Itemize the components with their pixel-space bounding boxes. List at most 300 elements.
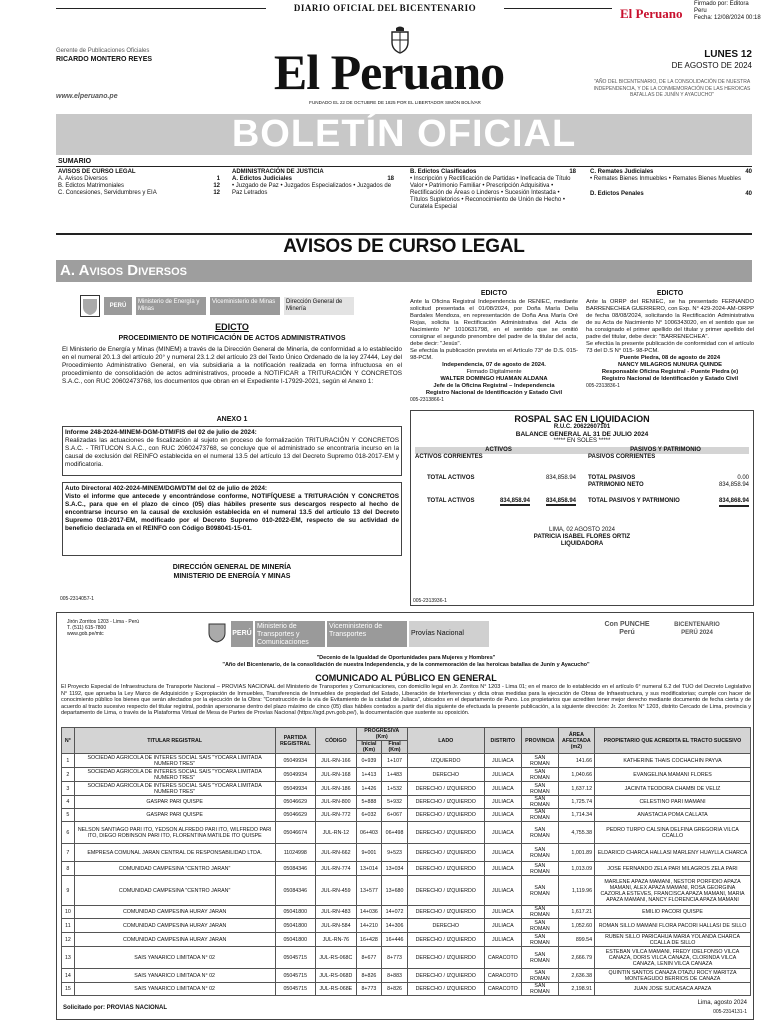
table-row — [62, 947, 751, 969]
balance-assets — [415, 454, 582, 507]
balance-value: 834,858.94 — [499, 498, 530, 504]
comunicado-body: El Proyecto Especial de Infraestructura de Transporte Nacional – PROVIAS NACIONAL del Ministerio de Transportes y Comunicaciones, con domicilio legal en Jr. Zorritos N° 1203 - Lima 01; en el marco de lo establecido en el artículo 6° numeral 6.2 del TUO del Decreto Legislativo N° 1192, que aprueba la Ley Marco de Adquisición y Expropiación de Inmuebles, Transferencia de Inmuebles de propiedad del Estado, Liberación de Interferencias y dicta otras medidas para la ejecución de Obras de Infraestructura, y sus modificatorias; cumple con hacer de conocimiento público los bienes que serán afectados por la ejecución de la Obra: "Construcción de la vía de Evitamiento de la ciudad de Juliaca", ubicados en el departamento de Puno. Los propietarios que acrediten tener mejor derecho mediante documento de fecha cierta y de acuerdo al tracto sucesivo respecto del titular registral, podrán apersonarse dentro del plazo máximo de cinco (05) días hábiles contados a partir del día siguiente de efectuada la presente publicación, a la siguiente dirección: Jr. Zorritos N° 1203, distrito Cercado de Lima, provincia y departamento de Lima, o través de la Plataforma Virtual de Mesa de Partes de Provías Nacional (https://sgd.pvn.gob.pe/), la documentación que sustente su oposición. — [61, 684, 751, 717]
signature-line: Fecha: 12/08/2024 00:18 — [694, 15, 761, 21]
footer-date: Lima, agosto 2024 — [697, 1000, 747, 1006]
sumario-item[interactable] — [232, 176, 394, 183]
solicitado-por: Solicitado por: PROVIAS NACIONAL — [63, 1005, 168, 1011]
table-cell: SOCIEDAD AGRICOLA DE INTERES SOCIAL SAIS "YOCARA LIMITADA NUMERO TRES" — [74, 754, 275, 768]
sign-line: MINISTERIO DE ENERGÍA Y MINAS — [173, 573, 291, 580]
table-cell: 1,001.89 — [558, 844, 594, 862]
table-cell: EVANGELINA MAMANI FLORES — [595, 768, 751, 782]
table-cell: DERECHO / IZQUIERDO — [407, 983, 484, 996]
balance-line: ACTIVOS CORRIENTES — [415, 454, 483, 460]
table-cell: 8+826 — [382, 983, 408, 996]
edicto-signed: Firmado Digitalmente — [466, 368, 522, 375]
table-cell: DERECHO / IZQUIERDO — [407, 933, 484, 947]
sumario-item[interactable] — [58, 183, 220, 190]
table-cell: 05041800 — [275, 933, 316, 947]
edicto-body: El Ministerio de Energía y Minas (MINEM) a través de la Dirección General de Minería, de conformidad a lo establecido en el numeral 20.1.3 del artículo 20° y numeral 23.1.2 del artículo 23 del Texto Único Ordenado de la ley 27444, Ley del Procedimiento Administrativo General, en vía subsidiaria a la notificación realizada en forma infructuosa en el procedimiento de consolidación de actos administrativos, procede a NOTIFICAR a TRITURACIÓN Y CONCRETOS S.A.C., con RUC 20602473768, los documentos que obran en el Expediente I-17929-2021, según el Anexo 1: — [62, 346, 402, 385]
table-cell: 13 — [62, 947, 75, 969]
table-cell: 13+577 — [356, 876, 382, 906]
table-cell: 6+067 — [382, 809, 408, 822]
col-header: LADO — [407, 728, 484, 754]
table-cell: JUL-RN-772 — [316, 809, 357, 822]
balance-value: 834,868.94 — [719, 498, 749, 507]
table-cell: 15 — [62, 983, 75, 996]
sumario-item-label: B. Edictos Matrimoniales — [58, 183, 125, 189]
table-cell: JULIACA — [484, 933, 521, 947]
table-cell: SAN ROMAN — [521, 809, 558, 822]
table-cell: GASPAR PARI QUISPE — [74, 796, 275, 809]
founded-line: FUNDADO EL 22 DE OCTUBRE DE 1825 POR EL LIBERTADOR SIMÓN BOLÍVAR — [309, 100, 481, 105]
edicto-subheading: PROCEDIMIENTO DE NOTIFICACIÓN DE ACTOS ADMINISTRATIVOS — [118, 335, 346, 342]
table-row — [62, 919, 751, 933]
table-cell: 8+773 — [356, 983, 382, 996]
table-cell: 1+483 — [382, 768, 408, 782]
table-cell: 05041800 — [275, 906, 316, 919]
sumario-item-page: 18 — [387, 176, 394, 182]
table-cell: 10 — [62, 906, 75, 919]
table-cell: JUL-RN-76 — [316, 933, 357, 947]
balance-label: TOTAL PASIVOS — [588, 475, 636, 481]
sumario-heading: ADMINISTRACIÓN DE JUSTICIA — [232, 169, 324, 175]
peru-label: PERÚ — [104, 297, 132, 315]
table-cell: 8 — [62, 862, 75, 876]
sumario-title: SUMARIO — [58, 158, 92, 165]
sumario-item-label: A. Edictos Judiciales — [232, 176, 293, 182]
edicto-reniec-puente-piedra — [586, 290, 754, 408]
edicto-place: Puente Piedra, 08 de agosto de 2024 — [619, 354, 721, 361]
table-cell: 16+446 — [382, 933, 408, 947]
comunicado-title: COMUNICADO AL PÚBLICO EN GENERAL — [315, 673, 497, 683]
table-cell: DERECHO / IZQUIERDO — [407, 809, 484, 822]
col-header: TITULAR REGISTRAL — [74, 728, 275, 754]
table-cell: 13+680 — [382, 876, 408, 906]
table-cell: SAN ROMAN — [521, 983, 558, 996]
table-cell: 5+888 — [356, 796, 382, 809]
balance-signer: PATRICIA ISABEL FLORES ORTIZ — [533, 534, 631, 540]
col-header: DISTRITO — [484, 728, 521, 754]
table-row — [62, 822, 751, 844]
table-cell: 13+034 — [382, 862, 408, 876]
table-row — [62, 809, 751, 822]
sumario-col-avisos — [58, 169, 220, 197]
sumario-col-justicia — [232, 169, 394, 197]
vice-label: Viceministerio de Minas — [210, 297, 280, 315]
table-cell: 8+677 — [356, 947, 382, 969]
table-row — [62, 796, 751, 809]
table-cell: 1+107 — [382, 754, 408, 768]
address-line: T. (511) 615-7800 — [67, 625, 107, 631]
sumario-item[interactable] — [58, 176, 220, 183]
table-cell: 9+523 — [382, 844, 408, 862]
informe-body: Realizadas las actuaciones de fiscalización al sujeto en proceso de formalización TRITURACIÓN Y CONCRETOS S.A.C. - TRITUCON S.A.C., con RUC 20602473768, se concluye que el administrado se encontraría incurso en la causal de exclusión del REINFO establecida en el numeral 13.5 del artículo 13 del Decreto Supremo 018-2017-EM y modificatoria. — [65, 437, 399, 468]
edicto-body: Ante la ORRP del RENIEC, se ha presentado FERNANDO BARRENECHEA GUERRERO, con Exp. N° 429-2024-AM-ORPP de fecha 08/08/2024, solicitando la Rectificación Administrativa de su Acta de Nacimiento N° 1006343020, en el sentido que se ha consignado el primer apellido del titular y primer apellido del padre del titular, debe decir: "BARRENECHEA". — [586, 298, 754, 340]
auto-body: Visto el informe que antecede y encontrándose conforme, NOTIFÍQUESE a TRITURACIÓN Y CONCRETOS S.A.C., para que en el plazo de cinco (05) días hábiles presente sus descargos respecto al hecho de encontrarse incurso en la causal de exclusión establecida en el numeral 13.5 del artículo 13 del Decreto Supremo 018-2017-EM, modificado por el Decreto Supremo 010-2022-EM, respecto de su actividad de beneficio declarada en el REINFO con Código B098041-15-01. — [65, 493, 399, 532]
table-cell: DERECHO / IZQUIERDO — [407, 796, 484, 809]
table-cell: 11 — [62, 919, 75, 933]
sumario-item-page: 12 — [213, 190, 220, 196]
col-header: PARTIDA REGISTRAL — [275, 728, 316, 754]
col-header: PROVINCIA — [521, 728, 558, 754]
balance-label: TOTAL PASIVOS Y PATRIMONIO — [588, 498, 680, 504]
table-cell: DERECHO / IZQUIERDO — [407, 844, 484, 862]
program-label: Provías Nacional — [409, 621, 489, 647]
table-cell: ELDARICO CHARCA HALLASI MARLENY HUAYLLA CHARCA — [595, 844, 751, 862]
table-cell: 1,637.12 — [558, 782, 594, 796]
sumario-item-page: 18 — [569, 169, 576, 175]
vice-label: Viceministerio de Transportes — [327, 621, 407, 647]
table-cell: SAN ROMAN — [521, 862, 558, 876]
sumario-col-clasificados — [410, 169, 576, 211]
table-row — [62, 983, 751, 996]
balance-liabilities — [582, 454, 749, 507]
peru-label: PERÚ — [231, 621, 253, 647]
balance-ruc: R.U.C. 20622607101 — [553, 424, 611, 430]
rospal-balance — [410, 410, 754, 606]
balance-line — [588, 498, 749, 507]
table-cell: SOCIEDAD AGRICOLA DE INTERES SOCIAL SAIS "YOCARA LIMITADA NUMERO TRES" — [74, 768, 275, 782]
table-cell: SAIS YANARICO LIMITADA N° 02 — [74, 983, 275, 996]
col-header: PROPIETARIO QUE ACREDITA EL TRACTO SUCESIVO — [595, 728, 751, 754]
diario-tagline: DIARIO OFICIAL DEL BICENTENARIO — [293, 3, 477, 13]
provias-comunicado — [56, 612, 754, 1020]
minem-header — [80, 294, 380, 318]
table-cell: 16+428 — [356, 933, 382, 947]
table-cell: 14+210 — [356, 919, 382, 933]
table-cell: 14+306 — [382, 919, 408, 933]
table-cell: SAN ROMAN — [521, 969, 558, 983]
balance-currency: ***** EN SOLES ***** — [553, 438, 611, 444]
anio-line: "Año del Bicentenario, de la consolidación de nuestra Independencia, y de la conmemoración de las heroicas batallas de Junín y Ayacucho" — [222, 662, 590, 668]
boletin-banner — [56, 114, 752, 155]
balance-value: 0.00 — [737, 475, 749, 481]
direction-label: Dirección General de Minería — [284, 297, 354, 315]
table-cell: COMUNIDAD CAMPESINA HURAY JARAN — [74, 906, 275, 919]
table-cell: JULIACA — [484, 906, 521, 919]
ministry-label: Ministerio de Transportes y Comunicaciones — [255, 621, 325, 647]
table-row — [62, 906, 751, 919]
table-cell: JUL-RS-068C — [316, 947, 357, 969]
notice-code: 005-2313866-1 — [410, 396, 444, 403]
shield-icon — [80, 295, 100, 317]
table-cell: SAN ROMAN — [521, 782, 558, 796]
notice-code: 005-2313836-1 — [586, 382, 620, 389]
manager-name: RICARDO MONTERO REYES — [56, 56, 153, 63]
table-cell: 14 — [62, 969, 75, 983]
col-header: N° — [62, 728, 75, 754]
sumario-rule — [56, 166, 752, 167]
table-cell: 05049934 — [275, 754, 316, 768]
table-cell: 5 — [62, 809, 75, 822]
notice-code: 005-2314131-1 — [713, 1009, 747, 1015]
table-cell: SAN ROMAN — [521, 844, 558, 862]
table-cell: JULIACA — [484, 822, 521, 844]
sumario-item[interactable] — [590, 169, 752, 176]
table-cell: 05046629 — [275, 809, 316, 822]
small-logo: El Peruano — [620, 6, 683, 21]
col-header: CÓDIGO — [316, 728, 357, 754]
table-cell: 9 — [62, 876, 75, 906]
table-cell: JUL-RN-774 — [316, 862, 357, 876]
table-cell: 11024998 — [275, 844, 316, 862]
sign-line: DIRECCIÓN GENERAL DE MINERÍA — [172, 564, 292, 571]
edicto-place: Independencia, 07 de agosto de 2024. — [442, 361, 546, 368]
sumario-item-label: C. Remates Judiciales — [590, 169, 654, 175]
newspaper-title: El Peruano — [273, 44, 505, 100]
sumario-item-label: D. Edictos Penales — [590, 191, 644, 197]
year-motto: "AÑO DEL BICENTENARIO, DE LA CONSOLIDACIÓN DE NUESTRA INDEPENDENCIA, Y DE LA CONMEMORACIÓN DE LAS HEROICAS BATALLAS DE JUNÍN Y AYACUCHO" — [593, 79, 751, 99]
table-cell: 12 — [62, 933, 75, 947]
edicto-role: Registro Nacional de Identificación y Estado Civil — [425, 389, 563, 396]
edicto-signer: WALTER DOMINGO HUAMAN ALDANA — [440, 375, 548, 382]
table-cell: JUL-RN-186 — [316, 782, 357, 796]
table-cell: JULIACA — [484, 862, 521, 876]
masthead-rule-right — [504, 8, 612, 9]
table-cell: 1,714.34 — [558, 809, 594, 822]
boletin-title: BOLETÍN OFICIAL — [231, 113, 577, 155]
informe-box — [62, 426, 402, 476]
table-cell: JACINTA TEODORA CHAMBI DE VELIZ — [595, 782, 751, 796]
mtc-address — [67, 619, 177, 637]
table-cell: 6+032 — [356, 809, 382, 822]
balance-company: ROSPAL SAC EN LIQUIDACION — [514, 414, 650, 424]
table-cell: SAN ROMAN — [521, 822, 558, 844]
table-cell: COMUNIDAD CAMPESINA HURAY JARAN — [74, 933, 275, 947]
table-cell: DERECHO — [407, 768, 484, 782]
table-cell: SAN ROMAN — [521, 933, 558, 947]
table-cell: EMPRESA COMUNAL JARAN CENTRAL DE RESPONSABILIDAD LTDA. — [74, 844, 275, 862]
balance-header: ACTIVOS — [485, 447, 512, 453]
table-cell: QUINTIN SANTOS CANAZA OTAZU ROCY MARITZA MONTEAGUDO BERRIOS DE CANAZA — [595, 969, 751, 983]
table-cell: 8+773 — [382, 947, 408, 969]
address-line: www.gob.pe/mtc — [67, 631, 104, 637]
table-cell: 0+939 — [356, 754, 382, 768]
table-cell: 1+426 — [356, 782, 382, 796]
table-cell: JULIACA — [484, 768, 521, 782]
edicto-role: Jefe de la Oficina Registral – Independencia — [433, 382, 555, 389]
table-cell: DERECHO / IZQUIERDO — [407, 876, 484, 906]
shield-icon — [207, 621, 227, 643]
table-cell: ROMAN SILLO MAMANI FLORA PACORI HALLASI DE SILLO — [595, 919, 751, 933]
masthead-rule-left — [56, 8, 266, 9]
balance-value: 834,858.94 — [718, 482, 749, 488]
sumario-item[interactable] — [410, 169, 576, 176]
table-cell: 899.54 — [558, 933, 594, 947]
informe-title: Informe 248-2024-MINEM-DGM-DTM/FIS del 02 de julio de 2024: — [65, 429, 257, 436]
table-cell: JULIACA — [484, 754, 521, 768]
sumario-item[interactable] — [58, 190, 220, 197]
table-row — [62, 933, 751, 947]
table-cell: JOSE FERNANDO ZELA PARI MILAGROS ZELA PARI — [595, 862, 751, 876]
table-cell: JUL-RN-459 — [316, 876, 357, 906]
table-cell: JUAN JOSE SUCASACA APAZA — [595, 983, 751, 996]
edicto-heading: EDICTO — [215, 322, 249, 332]
table-cell: JULIACA — [484, 844, 521, 862]
balance-body — [415, 454, 749, 507]
table-cell: 2,636.38 — [558, 969, 594, 983]
table-cell: 05041800 — [275, 919, 316, 933]
table-cell: MARLENE APAZA MAMANI, NESTOR PORFIDIO APAZA MAMANI, ALEX APAZA MAMANI, ROSA GEORGINA CAZORLA ESTEVES, FRANCISCA APAZA MAMANI, MARIA APAZA MAMANI, NANCY FLORENCIA APAZA MAMANI — [595, 876, 751, 906]
table-cell: JUL-RN-662 — [316, 844, 357, 862]
table-cell: JUL-RN-584 — [316, 919, 357, 933]
table-cell: JULIACA — [484, 876, 521, 906]
table-cell: JUL-RN-483 — [316, 906, 357, 919]
auto-directoral-box — [62, 482, 402, 556]
table-cell: 4 — [62, 796, 75, 809]
auto-title: Auto Directoral 402-2024-MINEM/DGM/DTM del 02 de julio de 2024: — [65, 485, 268, 492]
table-cell: DERECHO / IZQUIERDO — [407, 906, 484, 919]
table-cell: 4,755.38 — [558, 822, 594, 844]
balance-line: PASIVOS CORRIENTES — [588, 454, 656, 460]
edicto-reniec-independencia — [410, 290, 578, 408]
issue-date: DE AGOSTO DE 2024 — [671, 61, 752, 70]
col-subheader: Final (Km) — [382, 741, 408, 754]
balance-header-row — [415, 447, 749, 454]
sumario-item-detail: • Inscripción y Rectificación de Partidas • Ineficacia de Título Valor • Patrimonio Familiar • Prescripción Adquisitiva • Rectificación de Áreas o Linderos • Sucesión Intestada • Títulos Supletorios • Reconocimiento de Unión de Hecho • Curatela Especial — [410, 176, 571, 210]
table-cell: JUL-RS-068E — [316, 983, 357, 996]
section-subtitle-bar — [56, 260, 752, 282]
table-row — [62, 969, 751, 983]
sumario-item-detail: • Remates Bienes Inmuebles • Remates Bienes Muebles — [590, 176, 741, 182]
table-cell: DERECHO / IZQUIERDO — [407, 969, 484, 983]
table-cell: 06+498 — [382, 822, 408, 844]
bicentenario-logo: BICENTENARIO PERÚ 2024 — [674, 622, 720, 636]
table-cell: CARACOTO — [484, 969, 521, 983]
anexo-title: ANEXO 1 — [216, 416, 248, 423]
table-cell: 05049934 — [275, 768, 316, 782]
table-cell: 9+001 — [356, 844, 382, 862]
table-cell: 05046674 — [275, 822, 316, 844]
balance-line — [415, 475, 576, 482]
table-cell: GASPAR PARI QUISPE — [74, 809, 275, 822]
afectados-table — [61, 727, 751, 996]
edicto-heading: EDICTO — [480, 290, 508, 297]
table-cell: 1,725.74 — [558, 796, 594, 809]
table-cell: JUL-RN-12 — [316, 822, 357, 844]
table-cell: CARACOTO — [484, 947, 521, 969]
table-cell: DERECHO — [407, 919, 484, 933]
table-cell: PEDRO TURPO CALSINA DELFINA GREGORIA VILCA CCALLO — [595, 822, 751, 844]
table-row — [62, 782, 751, 796]
table-cell: SAN ROMAN — [521, 919, 558, 933]
table-cell: 1,040.66 — [558, 768, 594, 782]
con-punche-logo: Con PUNCHE Perú — [604, 621, 650, 636]
table-cell: 1,013.09 — [558, 862, 594, 876]
signature-line: Firmado por: Editora — [694, 1, 749, 7]
table-cell: 05045715 — [275, 969, 316, 983]
edicto-role: Responsable Oficina Registral - Puente Piedra (e) — [601, 368, 739, 375]
table-cell: SAN ROMAN — [521, 876, 558, 906]
table-cell: 05049934 — [275, 782, 316, 796]
website-link[interactable]: www.elperuano.pe — [56, 93, 118, 100]
signature-line: Peru — [694, 8, 707, 14]
table-cell: 7 — [62, 844, 75, 862]
table-cell: SOCIEDAD AGRICOLA DE INTERES SOCIAL SAIS "YOCARA LIMITADA NUMERO TRES" — [74, 782, 275, 796]
balance-label: TOTAL ACTIVOS — [427, 475, 475, 481]
table-cell: ESTEBAN VILCA MAMANI, FREDY IDELFONSO VILCA CANAZA, DORIS VILCA CANAZA, CLORINDA VILCA CANAZA, LENIN VILCA CANAZA — [595, 947, 751, 969]
sumario-item-detail: • Juzgado de Paz • Juzgados Especializados • Juzgados de Paz Letrados — [232, 183, 392, 196]
table-cell: JUL-RN-166 — [316, 754, 357, 768]
table-cell: NELSON SANTIAGO PARI ITO, YEDSON ALFREDO PARI ITO, WILFREDO PARI ITO, DIEGO ROBINSON PARI ITO, FLORENTINA MATILDE ITO QUISPE — [74, 822, 275, 844]
sumario-col-remates — [590, 169, 752, 198]
col-subheader: Inicial (Km) — [356, 741, 382, 754]
table-cell: 141.66 — [558, 754, 594, 768]
section-title: AVISOS DE CURSO LEGAL — [283, 236, 525, 257]
table-cell: 6 — [62, 822, 75, 844]
table-cell: 05045715 — [275, 983, 316, 996]
sumario-item-page: 1 — [216, 176, 220, 182]
edicto-note: Se efectúa la presente publicación de conformidad con el artículo 73 del D.S N° 015- 98-PCM. — [586, 340, 754, 354]
sumario-item-page: 12 — [213, 183, 220, 189]
manager-title: Gerente de Publicaciones Oficiales — [56, 48, 150, 54]
table-cell: CARACOTO — [484, 983, 521, 996]
table-cell: SAN ROMAN — [521, 947, 558, 969]
table-cell: SAN ROMAN — [521, 796, 558, 809]
edicto-body: Ante la Oficina Registral Independencia de RENIEC, mediante solicitud presentada el 01/08/2024, por Doña María Delia Bardales Mendoza, en representación de Doña Ana María Oré Rojas, solicita la Rectificación Administrativa del Acta de Nacimiento N° 1010631798, en el sentido que se omitió consignar el segundo prenombre del padre de la titular del acta, debe decir: "Jesús". — [410, 298, 578, 347]
sumario-item-label: C. Concesiones, Servidumbres y EIA — [58, 190, 157, 196]
table-cell: COMUNIDAD CAMPESINA "CENTRO JARAN" — [74, 876, 275, 906]
table-cell: 05084346 — [275, 862, 316, 876]
table-cell: JULIACA — [484, 782, 521, 796]
table-cell: KATHERINE THAIS COCHACHIN PAYVA — [595, 754, 751, 768]
sumario-item[interactable] — [590, 191, 752, 198]
balance-total: 834,858.94 — [545, 498, 576, 504]
table-cell: COMUNIDAD CAMPESINA "CENTRO JARAN" — [74, 862, 275, 876]
table-cell: SAN ROMAN — [521, 754, 558, 768]
minem-edicto — [60, 290, 404, 608]
col-header: PROGRESIVA (Km) — [356, 728, 407, 741]
table-row — [62, 754, 751, 768]
table-cell: JUL-RS-068D — [316, 969, 357, 983]
sumario-item-page: 40 — [745, 169, 752, 175]
table-cell: JUL-RN-168 — [316, 768, 357, 782]
table-cell: 14+036 — [356, 906, 382, 919]
edicto-role: Registro Nacional de Identificación y Estado Civil — [601, 375, 739, 382]
decenio-line: "Decenio de la Igualdad de Oportunidades para Mujeres y Hombres" — [316, 655, 496, 661]
table-cell: COMUNIDAD CAMPESINA HURAY JARAN — [74, 919, 275, 933]
table-cell: ANASTACIA POMA CALLATA — [595, 809, 751, 822]
table-cell: 1+413 — [356, 768, 382, 782]
table-cell: IZQUIERDO — [407, 754, 484, 768]
table-cell: 8+883 — [382, 969, 408, 983]
ministry-label: Ministerio de Energía y Minas — [136, 297, 206, 315]
balance-line — [588, 475, 749, 482]
table-cell: JULIACA — [484, 809, 521, 822]
table-cell: 1 — [62, 754, 75, 768]
table-cell: 1,119.96 — [558, 876, 594, 906]
table-cell: SAN ROMAN — [521, 906, 558, 919]
col-header: ÁREA AFECTADA (m2) — [558, 728, 594, 754]
table-cell: 13+014 — [356, 862, 382, 876]
table-cell: 3 — [62, 782, 75, 796]
table-cell: EMILIO PACORI QUISPE — [595, 906, 751, 919]
address-line: Jirón Zorritos 1203 - Lima - Perú — [67, 619, 139, 625]
table-cell: DERECHO / IZQUIERDO — [407, 947, 484, 969]
table-cell: DERECHO / IZQUIERDO — [407, 782, 484, 796]
balance-line — [588, 482, 749, 489]
sumario-item-label: B. Edictos Clasificados — [410, 169, 477, 175]
table-cell: SAIS YANARICO LIMITADA N° 02 — [74, 947, 275, 969]
table-cell: DERECHO / IZQUIERDO — [407, 862, 484, 876]
notice-code: 005-2314057-1 — [60, 596, 94, 602]
table-cell: JULIACA — [484, 796, 521, 809]
table-row — [62, 768, 751, 782]
sumario-item-label: A. Avisos Diversos — [58, 176, 108, 182]
table-cell: 06+403 — [356, 822, 382, 844]
balance-label: TOTAL ACTIVOS — [427, 498, 475, 504]
table-cell: 05046629 — [275, 796, 316, 809]
